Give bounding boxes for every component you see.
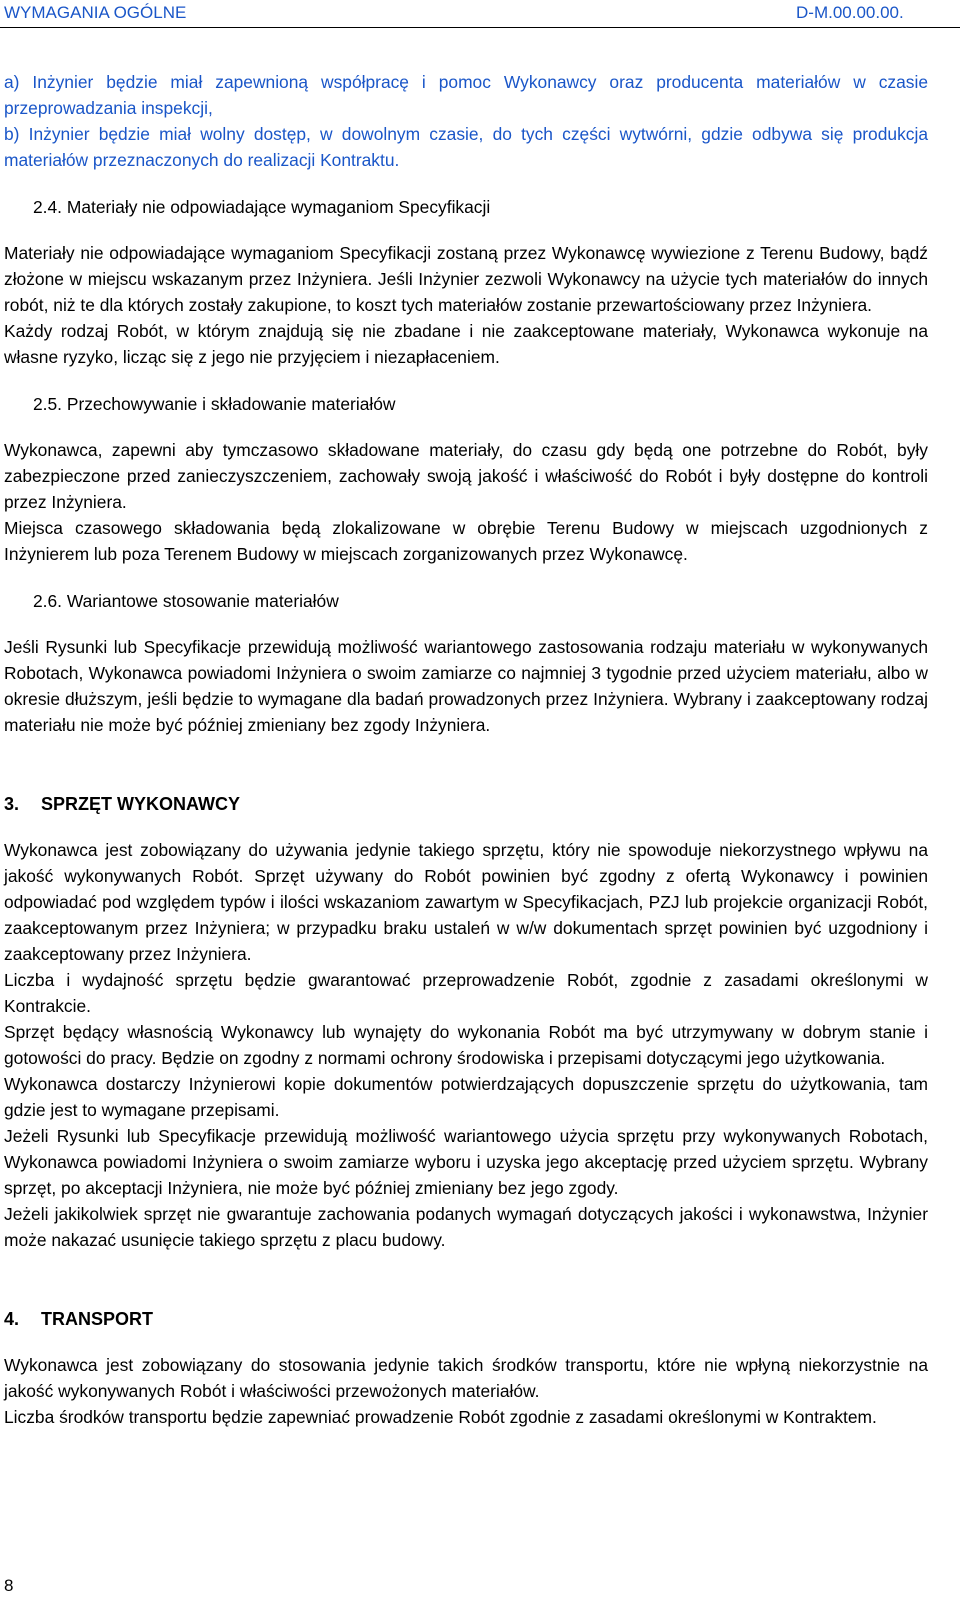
intro-item-b: b) Inżynier będzie miał wolny dostęp, w dowolnym czasie, do tych części wytwórni, gdzie odbywa się produkcja materiałów przeznaczonych do realizacji Kontraktu. — [4, 124, 928, 170]
section-4-title: TRANSPORT — [41, 1309, 153, 1329]
page-header — [0, 0, 960, 28]
section-2-5-paragraph: Miejsca czasowego składowania będą zlokalizowane w obrębie Terenu Budowy w miejscach uzgodnionych z Inżynierem lub poza Terenem Budowy w miejscach zorganizowanych przez Wykonawcę. — [4, 518, 928, 564]
section-2-6-paragraph: Jeśli Rysunki lub Specyfikacje przewidują możliwość wariantowego zastosowania rodzaju materiału w wykonywanych Robotach, Wykonawca powiadomi Inżyniera o swoim zamiarze co najmniej 3 tygodnie przed użyciem materiału, albo w okresie dłuższym, jeśli będzie to wymagane dla badań prowadzonych przez Inżyniera. Wybrany i zaakceptowany rodzaj materiału nie może być później zmieniany bez zgody Inżyniera. — [4, 637, 928, 735]
intro-item-a: a) Inżynier będzie miał zapewnioną współpracę i pomoc Wykonawcy oraz producenta materiałów w czasie przeprowadzania inspekcji, — [4, 72, 928, 118]
section-3-paragraph: Liczba i wydajność sprzętu będzie gwarantować przeprowadzenie Robót, zgodnie z zasadami określonymi w Kontrakcie. — [4, 970, 928, 1016]
header-code: D-M.00.00.00. — [796, 3, 904, 22]
section-2-4-paragraph: Każdy rodzaj Robót, w którym znajdują się nie zbadane i nie zaakceptowane materiały, Wykonawca wykonuje na własne ryzyko, licząc się z jego nie przyjęciem i niezapłaceniem. — [4, 321, 928, 367]
section-4-heading — [4, 1306, 928, 1332]
section-4-number: 4. — [4, 1309, 20, 1329]
section-2-5-paragraph: Wykonawca, zapewni aby tymczasowo składowane materiały, do czasu gdy będą one potrzebne do Robót, były zabezpieczone przed zanieczyszczeniem, zachowały swoją jakość i właściwość do Robót i były dostępne do kontroli przez Inżyniera. — [4, 440, 928, 512]
section-2-6-heading: 2.6. Wariantowe stosowanie materiałów — [33, 591, 339, 611]
section-3-paragraph: Sprzęt będący własnością Wykonawcy lub wynajęty do wykonania Robót ma być utrzymywany w dobrym stanie i gotowości do pracy. Będzie on zgodny z normami ochrony środowiska i przepisami dotyczącymi jego użytkowania. — [4, 1022, 928, 1068]
section-4-paragraph: Wykonawca jest zobowiązany do stosowania jedynie takich środków transportu, które nie wpłyną niekorzystnie na jakość wykonywanych Robót i właściwości przewożonych materiałów. — [4, 1355, 928, 1401]
header-title: WYMAGANIA OGÓLNE — [4, 3, 187, 22]
section-3-paragraph: Wykonawca dostarczy Inżynierowi kopie dokumentów potwierdzających dopuszczenie sprzętu do użytkowania, tam gdzie jest to wymagane przepisami. — [4, 1074, 928, 1120]
section-2-5-heading: 2.5. Przechowywanie i składowanie materiałów — [33, 394, 396, 414]
section-3-number: 3. — [4, 794, 20, 814]
section-3-heading — [4, 791, 928, 817]
section-2-4-paragraph: Materiały nie odpowiadające wymaganiom Specyfikacji zostaną przez Wykonawcę wywiezione z Terenu Budowy, bądź złożone w miejscu wskazanym przez Inżyniera. Jeśli Inżynier zezwoli Wykonawcy na użycie tych materiałów do innych robót, niż te dla których zostały zakupione, to koszt tych materiałów zostanie przewartościowany przez Inżyniera. — [4, 243, 928, 315]
section-3-paragraph: Wykonawca jest zobowiązany do używania jedynie takiego sprzętu, który nie spowoduje niekorzystnego wpływu na jakość wykonywanych Robót. Sprzęt używany do Robót powinien być zgodny z ofertą Wykonawcy i powinien odpowiadać pod względem typów i ilości wskazaniom zawartym w Specyfikacjach, PZJ lub projekcie organizacji Robót, zaakceptowanym przez Inżyniera; w przypadku braku ustaleń w w/w dokumentach sprzęt powinien być uzgodniony i zaakceptowany przez Inżyniera. — [4, 840, 928, 964]
page-number: 8 — [4, 1576, 14, 1595]
section-3-paragraph: Jeżeli jakikolwiek sprzęt nie gwarantuje zachowania podanych wymagań dotyczących jakości i wykonawstwa, Inżynier może nakazać usunięcie takiego sprzętu z placu budowy. — [4, 1204, 928, 1250]
document-body — [4, 69, 928, 1430]
section-3-title: SPRZĘT WYKONAWCY — [41, 794, 241, 814]
section-4-paragraph: Liczba środków transportu będzie zapewniać prowadzenie Robót zgodnie z zasadami określonymi w Kontraktem. — [4, 1407, 877, 1427]
section-2-4-heading: 2.4. Materiały nie odpowiadające wymaganiom Specyfikacji — [33, 197, 491, 217]
section-3-paragraph: Jeżeli Rysunki lub Specyfikacje przewidują możliwość wariantowego użycia sprzętu przy wykonywanych Robotach, Wykonawca powiadomi Inżyniera o swoim zamiarze wyboru i uzyska jego akceptację przed użyciem sprzętu. Wybrany sprzęt, po akceptacji Inżyniera, nie może być później zmieniany bez jego zgody. — [4, 1126, 928, 1198]
